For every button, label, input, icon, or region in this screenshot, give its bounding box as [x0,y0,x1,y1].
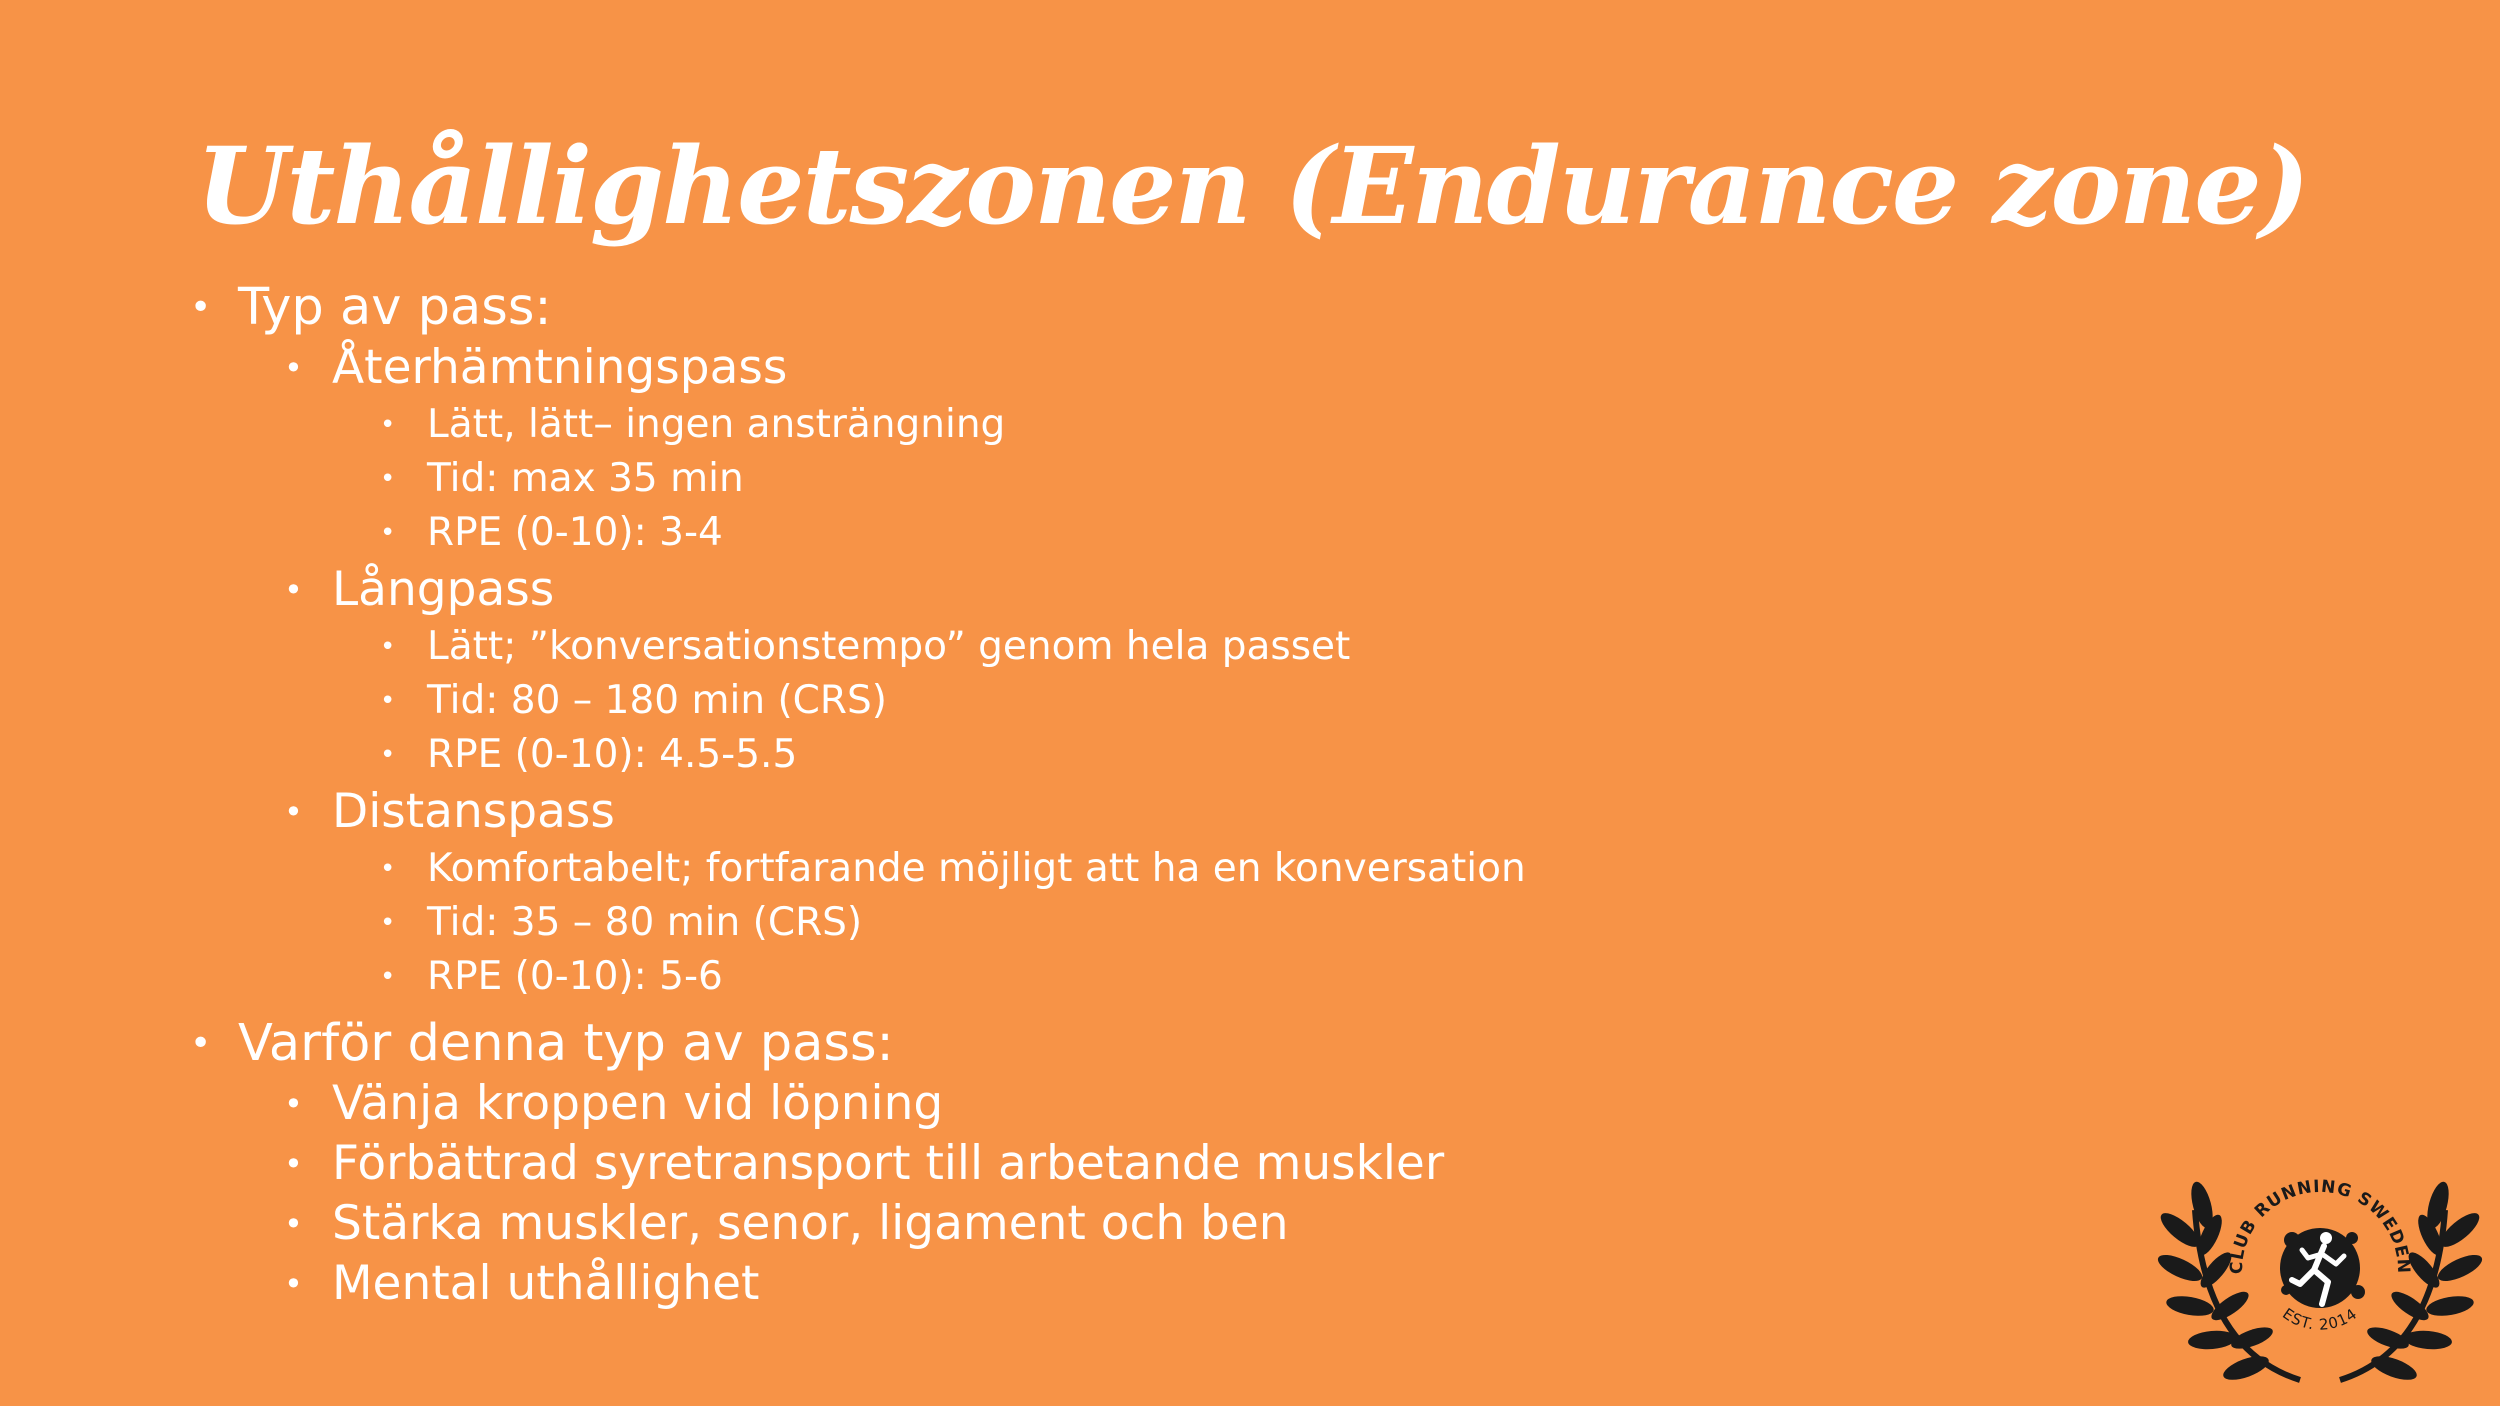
bullet-text: Komfortabelt; fortfarande möjligt att ha en konversation [427,846,1526,891]
detail-item [190,896,2090,950]
detail-item [190,674,2090,728]
section-heading-why [190,1014,2090,1074]
bullet-text: Vänja kroppen vid löpning [332,1076,944,1131]
bullet-dot: • [380,518,396,548]
slide-title: Uthållighetszonen (Endurance zone) [196,123,2308,248]
bullet-dot: • [380,908,396,938]
logo-est-text: EST. 2014 [2279,1304,2361,1334]
bullet-dot: • [380,410,396,440]
detail-item [190,506,2090,560]
bullet-dot: • [190,1023,212,1064]
detail-item [190,842,2090,896]
bullet-text: Varför denna typ av pass: [238,1014,894,1073]
bullet-list [190,278,2090,1314]
bullet-dot: • [284,571,303,609]
bullet-text: Stärka muskler, senor, ligament och ben [332,1196,1289,1251]
workout-distance [190,782,2090,842]
workout-recovery [190,338,2090,398]
club-logo [2150,1110,2490,1400]
bullet-dot: • [380,464,396,494]
bullet-dot: • [284,793,303,831]
laurel-wreath-icon [2150,1110,2490,1400]
bullet-dot: • [190,287,212,328]
bullet-text: RPE (0-10): 5-6 [427,954,723,999]
bullet-text: Tid: 35 – 80 min (CRS) [427,900,863,945]
bullet-dot: • [284,1265,303,1303]
bullet-text: Tid: max 35 min [427,456,744,501]
bullet-dot: • [380,962,396,992]
detail-item [190,452,2090,506]
bullet-dot: • [380,686,396,716]
bullet-text: Mental uthållighet [332,1256,760,1311]
runner-icon [2280,1228,2365,1308]
bullet-dot: • [284,1205,303,1243]
workout-long-run [190,560,2090,620]
bullet-text: Långpass [332,562,555,617]
bullet-dot: • [284,349,303,387]
bullet-text: RPE (0-10): 4.5-5.5 [427,732,798,777]
svg-text:EST. 2014 [2279,1304,2361,1333]
detail-item [190,728,2090,782]
laurel-left-branch [2154,1179,2300,1384]
section-heading-type [190,278,2090,338]
detail-item [190,950,2090,1004]
bullet-text: Typ av pass: [238,278,552,337]
benefit-item [190,1074,2090,1134]
bullet-text: Återhämtningspass [332,340,788,395]
bullet-dot: • [380,740,396,770]
bullet-text: Distanspass [332,784,615,839]
bullet-text: Förbättrad syretransport till arbetande muskler [332,1136,1445,1191]
bullet-dot: • [380,854,396,884]
benefit-item [190,1134,2090,1194]
bullet-text: Lätt, lätt– ingen ansträngning [427,402,1006,447]
benefit-item [190,1254,2090,1314]
benefit-item [190,1194,2090,1254]
bullet-text: RPE (0-10): 3-4 [427,510,723,555]
bullet-dot: • [284,1145,303,1183]
bullet-text: Lätt; ”konversationstempo” genom hela passet [427,624,1351,669]
bullet-text: Tid: 80 – 180 min (CRS) [427,678,887,723]
laurel-right-branch [2340,1179,2486,1384]
bullet-dot: • [284,1085,303,1123]
logo-ring-text: CLUB RUNNING SWEDEN [2226,1176,2414,1275]
bullet-dot: • [380,632,396,662]
detail-item [190,398,2090,452]
detail-item [190,620,2090,674]
